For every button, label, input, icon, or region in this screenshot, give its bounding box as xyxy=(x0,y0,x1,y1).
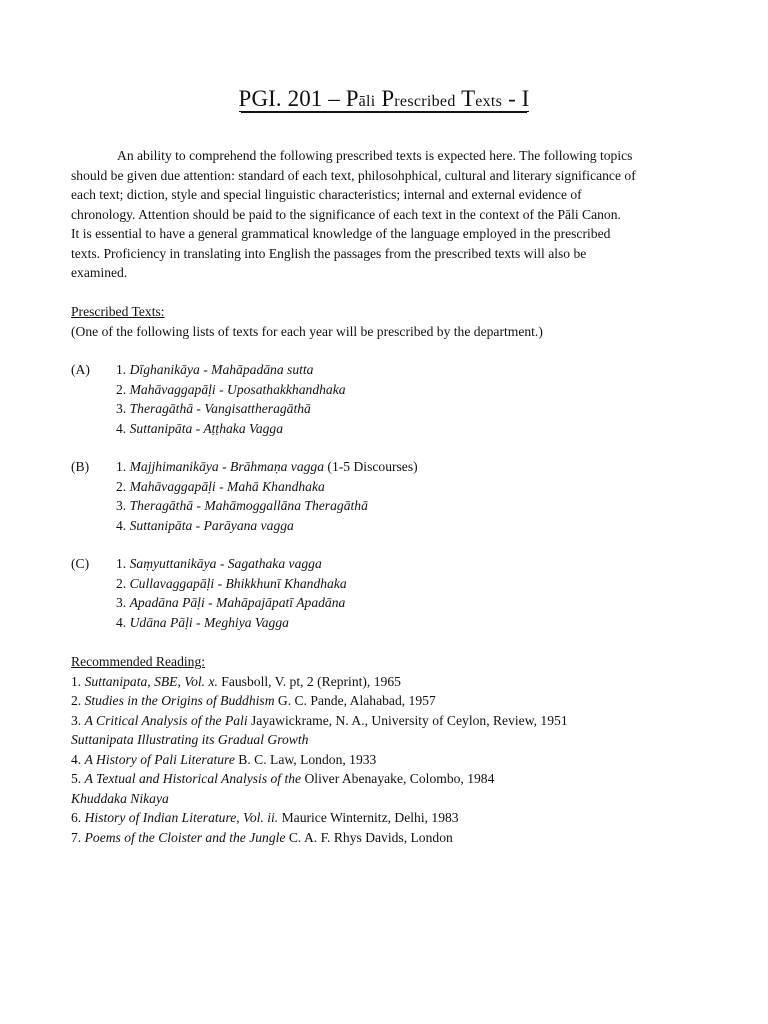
reading-entry: 2. Studies in the Origins of Buddhism G. C. Pande, Alahabad, 1957 xyxy=(71,693,436,708)
list-item: 2. Mahāvaggapāḷi - Mahā Khandhaka xyxy=(116,478,325,494)
intro-line: should be given due attention: standard of each text, philosohphical, cultural and literary significance of xyxy=(71,167,636,183)
title-pali-rest: āli xyxy=(358,93,376,110)
list-item: 2. Mahāvaggapāḷi - Uposathakkhandhaka xyxy=(116,381,346,397)
intro-line: An ability to comprehend the following prescribed texts is expected here. The following topics xyxy=(117,148,633,163)
intro-line: examined. xyxy=(71,265,128,280)
list-item: 4. Udāna Pāḷi - Meghiya Vagga xyxy=(116,614,289,630)
title-texts-rest: exts xyxy=(475,93,503,110)
list-item: 1. Saṃyuttanikāya - Sagathaka vagga xyxy=(116,556,322,571)
prescribed-texts-section xyxy=(71,302,543,341)
group-letter: (B) xyxy=(71,459,90,474)
prescribed-texts-note: (One of the following lists of texts for each year will be prescribed by the department.) xyxy=(71,323,543,339)
title-code: PGI. 201 – xyxy=(238,86,346,111)
page-title xyxy=(0,86,768,112)
recommended-reading-heading: Recommended Reading: xyxy=(71,654,206,669)
recommended-reading-section xyxy=(71,652,568,847)
list-item: 3. Theragāthā - Mahāmoggallāna Theragāthā xyxy=(116,498,368,513)
reading-entry: Suttanipata Illustrating its Gradual Growth xyxy=(71,732,309,747)
title-prescribed-initial: P xyxy=(381,86,395,111)
intro-line: texts. Proficiency in translating into English the passages from the prescribed texts will also be xyxy=(71,245,587,261)
list-item: 1. Majjhimanikāya - Brāhmaṇa vagga (1-5 Discourses) xyxy=(116,459,418,474)
group-letter: (A) xyxy=(71,362,90,377)
title-texts-initial: T xyxy=(461,86,476,111)
reading-entry: Khuddaka Nikaya xyxy=(71,790,169,806)
list-item: 1. Dīghanikāya - Mahāpadāna sutta xyxy=(116,362,314,377)
prescribed-texts-heading: Prescribed Texts: xyxy=(71,304,165,319)
list-item: 3. Theragāthā - Vangisattheragāthā xyxy=(116,401,311,416)
reading-entry: 3. A Critical Analysis of the Pali Jayawickrame, N. A., University of Ceylon, Review, 1951 xyxy=(71,712,568,728)
list-item: 4. Suttanipāta - Parāyana vagga xyxy=(116,517,294,533)
title-suffix: - I xyxy=(502,86,530,111)
reading-entry: 6. History of Indian Literature, Vol. ii. Maurice Winternitz, Delhi, 1983 xyxy=(71,810,459,825)
reading-entry: 7. Poems of the Cloister and the Jungle C. A. F. Rhys Davids, London xyxy=(71,829,453,845)
title-prescribed-rest: rescribed xyxy=(394,93,456,110)
list-item: 3. Apadāna Pāḷi - Mahāpajāpatī Apadāna xyxy=(116,595,346,610)
list-item: 2. Cullavaggapāḷi - Bhikkhunī Khandhaka xyxy=(116,575,347,591)
intro-line: each text; diction, style and special linguistic characteristics; internal and external evidence of xyxy=(71,187,582,202)
intro-line: chronology. Attention should be paid to the significance of each text in the context of the Pāli Canon. xyxy=(71,206,621,222)
list-item: 4. Suttanipāta - Aṭṭhaka Vagga xyxy=(116,420,284,436)
reading-entry: 1. Suttanipata, SBE, Vol. x. Fausboll, V. pt, 2 (Reprint), 1965 xyxy=(71,673,401,689)
intro-paragraph xyxy=(71,146,703,283)
intro-line: It is essential to have a general grammatical knowledge of the language employed in the prescribed xyxy=(71,226,611,241)
reading-entry: 5. A Textual and Historical Analysis of the Oliver Abenayake, Colombo, 1984 xyxy=(71,771,495,786)
group-letter: (C) xyxy=(71,556,90,571)
reading-entry: 4. A History of Pali Literature B. C. Law, London, 1933 xyxy=(71,751,377,767)
title-pali-initial: P xyxy=(345,86,359,111)
